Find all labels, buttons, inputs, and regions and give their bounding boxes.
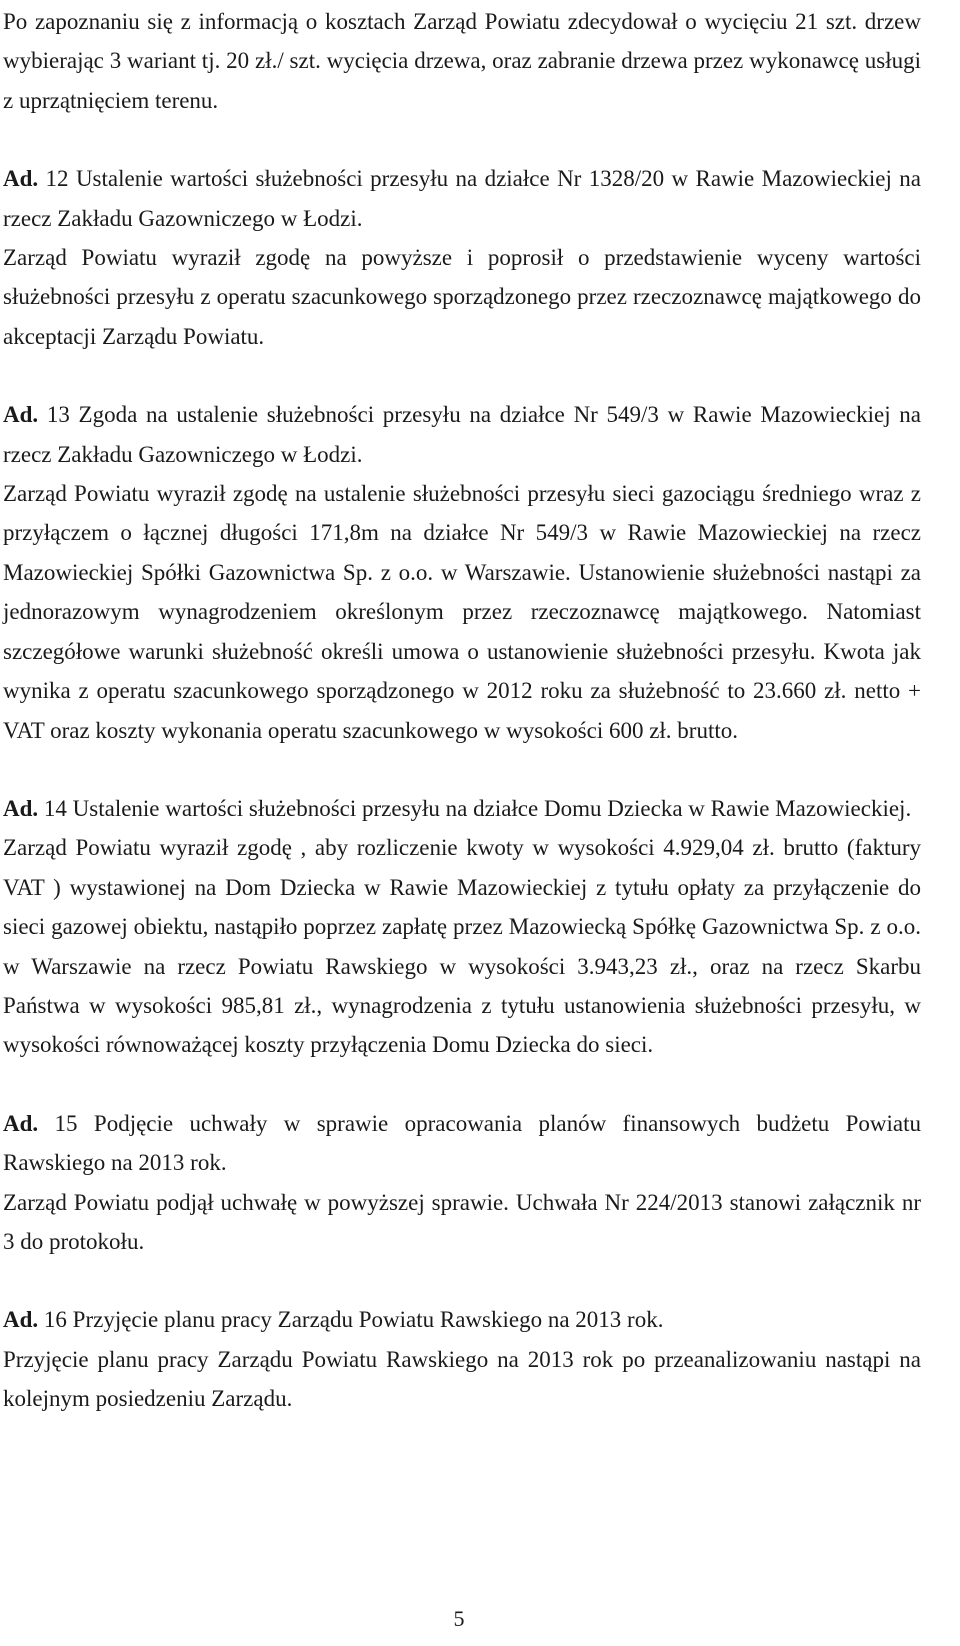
agenda-item-12 <box>3 159 921 356</box>
agenda-item-heading <box>3 159 921 238</box>
agenda-item-body: Zarząd Powiatu podjął uchwałę w powyższej sprawie. Uchwała Nr 224/2013 stanowi załącznik nr 3 do protokołu. <box>3 1189 921 1254</box>
agenda-item-number: 13 <box>46 402 70 428</box>
agenda-item-title: Podjęcie uchwały w sprawie opracowania planów finansowych budżetu Powiatu Rawskiego na 2013 rok. <box>3 1110 922 1176</box>
agenda-item-heading <box>3 1300 921 1339</box>
agenda-item-number: 14 <box>43 795 67 821</box>
agenda-item-heading <box>3 789 921 828</box>
agenda-item-14 <box>3 789 921 1065</box>
agenda-item-15 <box>3 1104 921 1262</box>
agenda-item-number: 15 <box>54 1110 78 1136</box>
agenda-item-label: Ad. <box>3 1110 39 1136</box>
document-body <box>3 2 921 1419</box>
page-number: 5 <box>453 1606 465 1631</box>
agenda-item-heading <box>3 395 921 474</box>
agenda-item-body: Zarząd Powiatu wyraził zgodę na powyższe i poprosił o przedstawienie wyceny wartości służebności przesyłu z operatu szacunkowego sporządzonego przez rzeczoznawcę majątkowego do akceptacji Zarządu Powiatu. <box>3 245 921 349</box>
agenda-item-title: Zgoda na ustalenie służebności przesyłu na działce Nr 549/3 w Rawie Mazowieckiej na rzecz Zakładu Gazowniczego w Łodzi. <box>3 402 921 467</box>
agenda-item-label: Ad. <box>3 795 39 821</box>
agenda-item-body: Zarząd Powiatu wyraził zgodę , aby rozliczenie kwoty w wysokości 4.929,04 zł. brutto (faktury VAT ) wystawionej na Dom Dziecka w Rawie Mazowieckiej z tytułu opłaty za przyłączenie do sieci gazowej obiektu, nastąpiło poprzez zapłatę przez Mazowiecką Spółkę Gazownictwa Sp. z o.o. w Warszawie na rzecz Powiatu Rawskiego w wysokości 3.943,23 zł., oraz na rzecz Skarbu Państwa w wysokości 985,81 zł., wynagrodzenia z tytułu ustanowienia służebności przesyłu, w wysokości równoważącej koszty przyłączenia Domu Dziecka do sieci. <box>3 835 921 1058</box>
agenda-item-label: Ad. <box>3 1307 39 1333</box>
intro-paragraph: Po zapoznaniu się z informacją o kosztach Zarząd Powiatu zdecydował o wycięciu 21 szt. drzew wybierając 3 wariant tj. 20 zł./ szt. wycięcia drzewa, oraz zabranie drzewa przez wykonawcę usługi z uprzątnięciem terenu. <box>3 9 921 113</box>
agenda-item-title: Przyjęcie planu pracy Zarządu Powiatu Rawskiego na 2013 rok. <box>72 1307 664 1333</box>
agenda-item-title: Ustalenie wartości służebności przesyłu na działce Nr 1328/20 w Rawie Mazowieckiej na rzecz Zakładu Gazowniczego w Łodzi. <box>3 166 921 231</box>
agenda-item-title: Ustalenie wartości służebności przesyłu na działce Domu Dziecka w Rawie Mazowieckiej. <box>72 795 912 821</box>
agenda-item-label: Ad. <box>3 166 39 192</box>
agenda-item-13 <box>3 395 921 750</box>
agenda-item-body: Zarząd Powiatu wyraził zgodę na ustalenie służebności przesyłu sieci gazociągu średniego wraz z przyłączem o łącznej długości 171,8m na działce Nr 549/3 w Rawie Mazowieckiej na rzecz Mazowieckiej Spółki Gazownictwa Sp. z o.o. w Warszawie. Ustanowienie służebności nastąpi za jednorazowym wynagrodzeniem określonym przez rzeczoznawcę majątkowego. Natomiast szczegółowe warunki służebność określi umowa o ustanowienie służebności przesyłu. Kwota jak wynika z operatu szacunkowego sporządzonego w 2012 roku za służebność to 23.660 zł. netto + VAT oraz koszty wykonania operatu szacunkowego w wysokości 600 zł. brutto. <box>3 481 921 743</box>
agenda-item-heading <box>3 1104 921 1183</box>
agenda-item-body: Przyjęcie planu pracy Zarządu Powiatu Rawskiego na 2013 rok po przeanalizowaniu nastąpi na kolejnym posiedzeniu Zarządu. <box>3 1346 921 1412</box>
agenda-item-number: 12 <box>45 166 69 192</box>
agenda-item-number: 16 <box>43 1307 67 1333</box>
agenda-item-label: Ad. <box>3 402 39 428</box>
agenda-item-16 <box>3 1300 921 1418</box>
